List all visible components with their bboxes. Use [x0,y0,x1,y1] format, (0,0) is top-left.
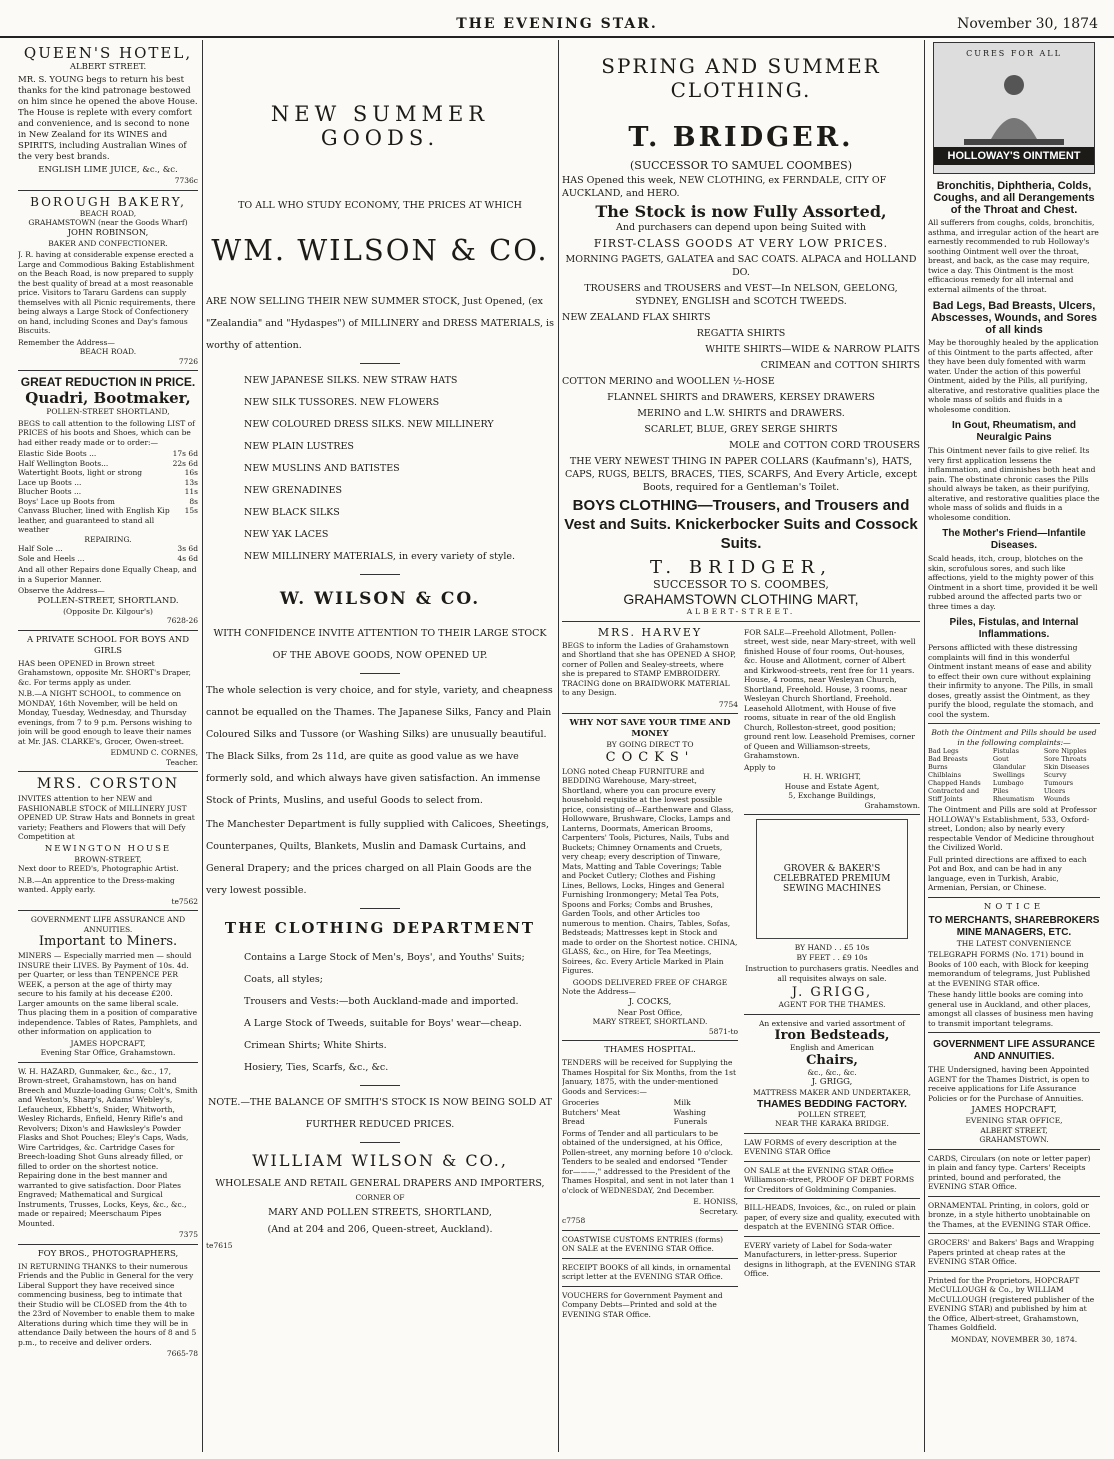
divider [928,1196,1100,1197]
cocks-address: MARY STREET, SHORTLAND. [592,1017,708,1026]
divider [928,1032,1100,1033]
goods-item: NEW MUSLINS AND BATISTES [244,463,400,474]
complaint: Glandular [992,763,1026,771]
ad-code: 7375 [178,1230,198,1239]
divider [562,1286,738,1287]
complaint: Sore Nipples [1043,747,1087,755]
divider [928,1233,1100,1234]
divider [360,908,400,909]
hospital-good: Washing [673,1107,706,1117]
complaint: Fistulas [992,747,1019,755]
miners-title: Important to Miners. [38,934,178,949]
bridger-firm-name: T. BRIDGER. [628,122,854,153]
divider [18,1062,198,1063]
ad-code: te7562 [171,896,198,906]
price-value: 11s [184,487,198,496]
gov-life-signature: JAMES HOPCRAFT, [971,1105,1057,1115]
clothing-item: Hosiery, Ties, Scarfs, &c., &c. [244,1062,389,1073]
divider [928,1271,1100,1272]
bakery-name: JOHN ROBINSON, [67,227,149,238]
smith-note: NOTE.—THE BALANCE OF SMITH'S STOCK IS NOW BEING SOLD AT FURTHER REDUCED PRICES. [208,1097,552,1130]
repair-list [18,544,198,563]
billheads-ad: BILL-HEADS, Invoices, &c., on ruled or plain paper, of every size and quality, executed with despatch at the EVENING STAR Office. [744,1203,920,1231]
bakery-location: GRAHAMSTOWN (near the Goods Wharf) [28,218,188,227]
price-item: Watertight Boots, light or strong [18,468,143,477]
corston-street: BROWN-STREET, [74,854,142,864]
miners-signature: JAMES HOPCRAFT, [70,1038,146,1048]
divider [360,363,400,364]
grocers-ad: GROCERS' and Bakers' Bags and Wrapping Papers printed at cheap rates at the EVENING STAR Office. [928,1238,1095,1266]
hospital-good: Butchers' Meat [562,1107,621,1117]
complaint: Scurvy [1043,771,1067,779]
miners-office: Evening Star Office, Grahamstown. [40,1048,176,1057]
cocks-note: Note the Address— [562,987,636,996]
ornamental-ad: ORNAMENTAL Printing, in colors, gold or bronze, in a style hitherto unobtainable on the Thames, at the EVENING STAR Office. [928,1200,1091,1229]
complaint: Lumbago [992,779,1024,787]
gov-life-title: GOVERNMENT LIFE ASSURANCE AND ANNUITIES. [933,1039,1095,1062]
notice-body: TELEGRAPH FORMS (No. 171) bound in Books of 100 each, with Block for keeping memorandum of telegrams, Just Published at the EVENING STAR office. [928,950,1091,988]
divider [18,771,198,772]
clothing-dept-title: THE CLOTHING DEPARTMENT [224,919,536,937]
bridger-line: NEW ZEALAND FLAX SHIRTS [562,312,711,323]
wilson-firm-name-2: W. WILSON & CO. [279,589,481,609]
ad-code: te7615 [206,1240,233,1250]
reduction-title: GREAT REDUCTION IN PRICE. [20,375,196,389]
complaint: Gout [992,755,1009,763]
bridger-successor: (SUCCESSOR TO SAMUEL COOMBES) [630,159,852,172]
repair-row [18,554,198,564]
column-3-split [562,626,920,1322]
cocks-near: Near Post Office, [617,1007,683,1017]
sale-apply: Apply to [744,762,776,772]
gov-life-body: THE Undersigned, having been Appointed AGENT for the Thames District, is open to receive applications for Life Assurance Policies or for the Purchase of Annuities. [928,1065,1090,1103]
column-rule [202,40,203,1452]
divider [928,1149,1100,1150]
goods-item: NEW GRENADINES [244,485,343,496]
price-item: Sole and Heels ... [18,553,85,563]
holloway-ribbon: CURES FOR ALL [966,49,1062,58]
goods-item: NEW COLOURED DRESS SILKS. NEW MILLINERY [244,419,494,430]
sewing-machine-engraving [756,819,908,939]
hospital-body-2: Forms of Tender and all particulars to be obtained of the undersigned, at his Office, Pollen-street, any morning before 10 o'clock. Tenders to be sealed and endorsed "Tender for———," addressed to the President of the Thames Hospital, and sent in not later than 1 o'clock of WEDNESDAY, 2nd December. [562,1128,735,1195]
imprint-date: MONDAY, NOVEMBER 30, 1874. [950,1334,1078,1344]
ad-code: 7628-26 [166,616,198,625]
extensive-text: An extensive and varied assortment of [758,1018,906,1028]
miners-body: MINERS — Especially married men — should INSURE their LIVES. By Payment of 10s. 4d. per Quarter, or less than TENPENCE PER WEEK, a person at the age of thirty may secure to his family at his decease £200. Larger amounts on the same liberal scale. Thus placing them in a position of comparative independence. Tables of Rates, Pamphlets, and other information on application to [18,951,198,1036]
complaints-row [928,787,1100,795]
albert-street: ALBERT-STREET. [686,607,796,616]
school-title: A PRIVATE SCHOOL FOR BOYS AND GIRLS [26,634,190,656]
complaints-row [928,771,1100,779]
divider [18,1244,198,1245]
divider [562,1230,738,1231]
quadri-note: And all other Repairs done Equally Cheap, and in a Superior Manner. [18,565,197,584]
holloway-b4: Scald heads, itch, croup, blotches on the skin, scrofulous sores, and such like affections, yield to the mighty power of this Ointment in a short time, provided it be well rubbed around the affected parts two or three times a day. [928,554,1098,611]
selection-body: The whole selection is very choice, and for style, variety, and cheapness cannot be equalled on the Thames. The Japanese Silks, Fancy and Plain Coloured Silks and Tussore (or Washing Silks) are unusually beautiful. The Black Silks, from 2s 11d, are quite as good value as we have formerly sold, and which always have given satisfaction. An immense Stock of Prints, Muslins, and useful Goods to select from. [206,685,553,806]
column-rule [924,40,925,1452]
chairs-text: Chairs, [806,1052,858,1068]
spring-clothing-headline: SPRING AND SUMMER CLOTHING. [601,54,881,102]
quadri-street: POLLEN-STREET SHORTLAND, [46,407,170,416]
complaint: Rheumatism [992,795,1035,803]
masthead [0,0,1114,38]
column-3 [562,40,920,1452]
notice-latest: THE LATEST CONVENIENCE [956,938,1072,948]
bridger-line: SCARLET, BLUE, GREY SERGE SHIRTS [644,424,838,435]
holloway-b1: All sufferers from coughs, colds, bronchitis, asthma, and irregular action of the heart are earnestly recommended to rub Holloway's soothing Ointment well over the throat, breast, and back, as the case may require, twice a day. This Ointment is the most efficacious remedy for all internal and external ailments of the throat. [928,218,1099,294]
labels-ad: EVERY variety of Label for Soda-water Manufacturers, in letter-press. Superior designs in lithograph, at the EVENING STAR Office. [744,1240,916,1278]
hospital-body: TENDERS will be received for Supplying the Thames Hospital for Six Months, from the 1st January, 1875, with the under-mentioned Goods and Services:— [562,1058,737,1096]
sewing-machine-label: GROVER & BAKER'S CELEBRATED PREMIUM SEWING MACHINES [773,864,891,894]
hospital-good: Bread [562,1117,585,1126]
complaint: Stiff Joints [928,795,963,803]
divider [360,1085,400,1086]
divider [744,1236,920,1237]
clothing-list [206,947,554,1079]
column-rule [558,40,559,1452]
holloway-sold: The Ointment and Pills are sold at Professor HOLLOWAY's Establishment, 533, Oxford-street, London; also by nearly every respectable Vendor of Medicine throughout the Civilized World. [928,805,1097,852]
column-4 [928,40,1100,1452]
goods-item: NEW PLAIN LUSTRES [244,441,354,452]
issue-date: November 30, 1874 [957,16,1098,32]
grigg-name: J. GRIGG, [791,985,873,1000]
sale-address: 5, Exchange Buildings, [788,791,876,800]
bakery-address: BEACH ROAD. [79,347,137,356]
customs-ad: COASTWISE CUSTOMS ENTRIES (forms) ON SALE at the EVENING STAR Office. [562,1234,723,1253]
complaints-row [928,795,1100,803]
holloway-printed: Full printed directions are affixed to each Pot and Box, and can be had in any language, even in Turkish, Arabic, Armenian, Persian, or Chinese. [928,854,1087,892]
bridger-lines [562,253,920,452]
wilson-firm-name-3: WILLIAM WILSON & CO., [252,1151,508,1170]
holloway-both: Both the Ointment and Pills should be used in the following complaints:— [931,728,1097,747]
cocks-question: WHY NOT SAVE YOUR TIME AND MONEY [569,718,731,739]
bakery-trade: BAKER AND CONFECTIONER. [48,238,168,248]
imprint: Printed for the Proprietors, HOPCRAFT McCULLOUGH & Co., by WILLIAM McCULLOUGH (registered publisher of the EVENING STAR) and published by him at the Office, Albert-street, Grahamstown, Thames Goldfield. [928,1275,1095,1332]
clothing-mart: GRAHAMSTOWN CLOTHING MART, [623,591,859,607]
newspaper-title: THE EVENING STAR. [456,16,658,32]
wilson-firm-name: WM. WILSON & CO. [211,233,549,267]
clothing-item: Contains a Large Stock of Men's, Boys', and Youths' Suits; Coats, all styles; [244,952,525,985]
divider [928,723,1100,724]
complaints-row [928,747,1100,755]
etc-text: &c., &c., &c. [807,1067,857,1077]
clothing-item: Trousers and Vests:—both Auckland-made and imported. [244,996,519,1007]
column-2 [206,40,554,1452]
cocks-body: LONG noted Cheap FURNITURE and BEDDING Warehouse, Mary-street, Shortland, where you can procure every household requisite at the lowest possible price, consisting of—Earthenware and Glass, Hollowware, Brushware, Clocks, Lamps and Lanterns, Doormats, American Brooms, Carpenters' Tools, Pictures, Nails, Tubs and Buckets; Chimney Ornaments and Cruets, very cheap; every description of Tinware, Mats, Matting and Table Coverings; Table and Pocket Cutlery; Clothes and Fishing Lines, Bellows, Locks, Hinges and General Furnishing Ironmongery; Metal Tea Pots, Spoons and Forks; Combs and Brushes, Garden Tools, and other Articles too numerous to mention. Chairs, Tables, Sofas, Bedsteads; Mattresses kept in Stock and made to order on the Shortest notice. CHINA, GLASS, &c., on Hire, for Tea Meetings, Soirees, &c. Every Article Marked in Plain Figures. [562,766,738,975]
cards-ad: CARDS, Circulars (on note or letter paper) in plain and fancy type. Carters' Receipts printed, bound and perforated, the EVENING STAR Office. [928,1153,1091,1191]
complaints-row [928,763,1100,771]
quadri-opposite: (Opposite Dr. Kilgour's) [63,606,153,616]
gov-life-title: GOVERNMENT LIFE ASSURANCE AND ANNUITIES. [30,915,186,934]
cocks-name: COCKS' [605,749,695,765]
price-item: Half Sole ... [18,544,63,553]
price-row [18,468,198,478]
divider [562,1258,738,1259]
holloway-engraving [933,42,1095,174]
instruction-text: Instruction to purchasers gratis. Needles and all requisites always on sale. [745,964,919,983]
holloway-h4: The Mother's Friend—Infantile Diseases. [942,528,1086,551]
school-nb: N.B.—A NIGHT SCHOOL, to commence on MONDAY, 16th November, will be held on Monday, Tuesday, Wednesday, and Thursday evenings, from 7 to 9 p.m. Persons wishing to join will be good enough to leave their names at Mr. JAS. CLARKE's, Grocer, Owen-street. [18,689,192,746]
bedding-factory: THAMES BEDDING FACTORY. [757,1097,907,1110]
bridger-firm-name-2: T. BRIDGER, [650,557,832,578]
goods-list [206,370,554,568]
holloway-b3: This Ointment never fails to give relief. Its very first application lessens the inflammation, and diminishes both heat and pain. The obstinate chronic cases the Pills should always be taken, as their purifying, alterative, and restorative qualities place the whole mass of solids and fluids in a wholesome condition. [928,446,1100,522]
complaint: Sore Throats [1043,755,1087,763]
quadri-body: BEGS to call attention to the following LIST of PRICES of his boots and Shoes, which can be had either ready made or to order:— [18,418,195,447]
hospital-good: Milk [673,1098,691,1107]
complaint: Bad Breasts [928,755,968,763]
bridger-boys: BOYS CLOTHING—Trousers, and Trousers and Vest and Suits. Knickerbocker Suits and Cossock Suits. [564,497,918,552]
price-by-hand: BY HAND . . £5 10s [794,943,870,952]
hospital-goods-row [562,1108,738,1118]
corston-nb: N.B.—An apprentice to the Dress-making wanted. Apply early. [18,875,175,894]
holloway-h5: Piles, Fistulas, and Internal Inflammations. [949,617,1079,640]
divider [18,370,198,371]
sale-town: Grahamstown. [864,800,920,810]
hotel-title: QUEEN'S HOTEL, [23,44,193,62]
notice-to: TO MERCHANTS, SHAREBROKERS MINE MANAGERS, ETC. [928,914,1100,938]
law-forms-ad: LAW FORMS of every description at the EVENING STAR Office [744,1137,897,1156]
goods-item: NEW MILLINERY MATERIALS, in every variety of style. [244,551,516,562]
complaint: Chapped Hands [928,779,981,787]
divider [18,630,198,631]
foy-title: FOY BROS., PHOTOGRAPHERS, [37,1248,179,1259]
price-row [18,459,198,469]
bakery-title: BOROUGH BAKERY, [30,194,186,209]
bridger-collars: THE VERY NEWEST THING IN PAPER COLLARS (Kaufmann's), HATS, CAPS, RUGS, BELTS, BRACES, TIES, SCARFS, And Every Article, except Boots, required for a Gentleman's Toilet. [565,456,917,493]
price-value: 16s [184,468,198,477]
price-list [18,449,198,535]
confidence-text: WITH CONFIDENCE INVITE ATTENTION TO THEIR LARGE STOCK OF THE ABOVE GOODS, NOW OPENED UP. [213,628,547,661]
hazard-body: W. H. HAZARD, Gunmaker, &c., &c., 17, Brown-street, Grahamstown, has on hand Breech and Muzzle-loading Guns; Colt's, Smith and Weston's, Sharp's, Adams' Webley's, Lefaucheux, Ebbett's, Snider, Whitworth, Wesley Richards, Enfield, Henry Rifle's and Revolvers; Dixon's and Hawksley's Powder Flasks and Shot Pouches; Eley's Caps, Wads, Wire Cartridges, &c. Cartridge Cases for Breech-loading Shot Guns already filled, or filled to order on the shortest notice. Repairing done in the best manner and warranted to give satisfaction. Door Plates Engraved; Mathematical and Surgical Instruments, Trusses, Locks, Keys, &c., &c., made or repaired; Meerschaum Pipes Mounted. [18,1066,198,1228]
summer-goods-headline: NEW SUMMER GOODS. [270,102,490,150]
gov-life-office: EVENING STAR OFFICE, [965,1116,1063,1125]
cocks-signature: J. COCKS, [628,996,672,1007]
hospital-goods [562,1098,738,1127]
bridger-line: WHITE SHIRTS—WIDE & NARROW PLAITS [705,344,920,355]
divider [562,1040,738,1041]
bridger-successor-2: SUCCESSOR TO S. COOMBES, [653,578,829,591]
divider [360,673,400,674]
divider [18,910,198,911]
bridger-firstclass: FIRST-CLASS GOODS AT VERY LOW PRICES. [593,237,889,250]
price-item: Canvass Blucher, lined with English Kip leather, and guaranteed to stand all weather [18,506,170,534]
complaint: Tumours [1043,779,1074,787]
hospital-role: Secretary. [699,1206,738,1216]
divider [744,814,920,815]
bakery-road: BEACH ROAD, [79,208,137,218]
sale-signature: H. H. WRIGHT, [803,772,861,781]
hotel-street: ALBERT STREET. [69,62,147,72]
price-item: Elastic Side Boots ... [18,449,97,458]
streets-text: MARY AND POLLEN STREETS, SHORTLAND, [268,1206,492,1218]
divider [360,1142,400,1143]
hotel-footer: ENGLISH LIME JUICE, &c., &c. [38,165,178,175]
divider [18,190,198,191]
quadri-address: POLLEN-STREET, SHORTLAND. [37,595,179,606]
vouchers-ad: VOUCHERS for Government Payment and Company Debts—Printed and sold at the EVENING STAR Office. [562,1290,723,1319]
price-value: 3s 6d [177,544,198,553]
hospital-signature: E. HONISS, [693,1197,738,1206]
auckland-text: (And at 204 and 206, Queen-street, Auckland). [267,1223,493,1235]
price-item: Boys' Lace up Boots from [18,496,115,506]
complaint: Bad Legs [928,747,959,755]
school-body: HAS been OPENED in Brown street Grahamstown, opposite Mr. SHORT's Draper, &c. For terms apply as under. [18,658,191,687]
bridger-line: REGATTA SHIRTS [696,328,786,339]
manchester-body: The Manchester Department is fully supplied with Calicoes, Sheetings, Counterpanes, Quilts, Blankets, Muslin and Damask Curtains, and General Drapery; and the prices charged on all Plain Goods are the very lowest possible. [206,819,549,896]
holloway-b2: May be thoroughly healed by the application of this Ointment to the parts affected, after they have been duly fomented with warm water. Under the action of this powerful Ointment, aided by the Pills, all purifying, alterative, and restorative qualities place the whole mass of solids and fluids in a wholesome condition. [928,338,1100,414]
quadri-title: Quadri, Bootmaker, [25,389,191,407]
clothing-item: A Large Stock of Tweeds, suitable for Boys' wear—cheap. [244,1018,522,1029]
cocks-goods: GOODS DELIVERED FREE OF CHARGE [572,977,728,987]
corner-of: CORNER OF [355,1193,405,1202]
bridger-line: CRIMEAN and COTTON SHIRTS [760,360,920,371]
grigg-name-2: J. GRIGG, [811,1077,853,1087]
complaint: Swellings [992,771,1025,779]
divider [744,1161,920,1162]
divider [562,713,738,714]
ad-code: 7665-78 [166,1349,198,1358]
complaint: Piles [992,787,1009,795]
ad-code: 7754 [718,699,738,709]
ad-code: 7726 [178,356,198,366]
bridger-line: TROUSERS and TROUSERS and VEST—In NELSON, GEELONG, SYDNEY, ENGLISH and SCOTCH TWEEDS. [584,283,898,307]
notice-body-2: These handy little books are coming into general use in Auckland, and other places, amongst all classes of business men having to transmit important telegrams. [928,990,1094,1028]
complaint: Burns [928,763,948,771]
ad-code: c7758 [562,1216,586,1225]
hospital-good: Groceries [562,1098,600,1107]
karaka-bridge: NEAR THE KARAKA BRIDGE. [775,1119,889,1128]
price-item: Blucher Boots ... [18,487,82,496]
hospital-goods-row [562,1098,738,1108]
holloway-h1: Bronchitis, Diphtheria, Colds, Coughs, and all Derangements of the Throat and Chest. [933,180,1095,216]
bridger-line: COTTON MERINO and WOOLLEN ½-HOSE [562,376,775,387]
gov-life-town: GRAHAMSTOWN. [979,1135,1049,1144]
price-row [18,449,198,459]
divider [744,1198,920,1199]
corston-house: NEWINGTON HOUSE [44,843,172,854]
complaint: Contracted and [928,787,980,795]
repair-row [18,544,198,554]
divider [928,897,1100,898]
complaint: Chilblains [928,771,962,779]
bridger-purchasers: And purchasers can depend upon being Suited with [616,222,866,233]
price-row [18,487,198,497]
price-by-feet: BY FEET . . £9 10s [796,952,868,962]
price-item: Lace up Boots ... [18,477,82,487]
mattress-maker: MATTRESS MAKER AND UNDERTAKER, [752,1088,912,1097]
economy-intro: TO ALL WHO STUDY ECONOMY, THE PRICES AT WHICH [238,200,522,211]
holloway-b5: Persons afflicted with these distressing complaints will find in this wonderful Ointment instant means of ease and ability to effect their own cure without explaining their infirmity to anyone. The Pills, in small doses, greatly assist the Ointment, as they purify the blood, regulate the stomach, and cool the system. [928,643,1094,719]
clothing-item: Crimean Shirts; White Shirts. [244,1040,387,1051]
bakery-remember: Remember the Address— [18,337,115,347]
bridger-line: MOLE and COTTON CORD TROUSERS [729,440,920,451]
price-value: 15s [184,506,198,515]
price-value: 22s 6d [172,458,198,468]
goods-item: NEW JAPANESE SILKS. NEW STRAW HATS [244,375,458,386]
complaint: Skin Diseases [1043,763,1090,771]
holloway-brand: HOLLOWAY'S OINTMENT [934,147,1094,165]
divider [562,621,920,622]
divider [744,1014,920,1015]
bakery-body: J. R. having at considerable expense erected a Large and Commodious Baking Establishment on the Beach Road, is now prepared to supply the best quality of bread at a most reasonable price. Visitors to Tararu Gardens can supply themselves with all Picnic requirements, there being always a Large Stock of Confectionery on hand, including Scones and Day's famous Biscuits. [18,250,196,335]
column-3-left [562,626,738,1322]
gov-life-street: ALBERT STREET, [980,1125,1048,1135]
price-value: 17s 6d [172,449,198,458]
corston-body: INVITES attention to her NEW and FASHIONABLE STOCK of MILLINERY JUST OPENED UP. Straw Hats and Bonnets in great variety; Feathers and Flowers that will Defy Competition at [18,794,195,841]
hospital-goods-row [562,1117,738,1127]
bridger-stock: The Stock is now Fully Assorted, [595,202,887,221]
cocks-by: BY GOING DIRECT TO [606,740,694,749]
complaints-row [928,755,1100,763]
ad-code: 5871-to [708,1026,738,1036]
pollen-street: POLLEN STREET, [797,1109,867,1119]
grigg-agent: AGENT FOR THE THAMES. [778,1000,886,1009]
price-value: 8s [189,496,198,506]
school-signature: EDMUND C. CORNES, [110,748,198,757]
price-value: 4s 6d [177,553,198,563]
bridger-line: MORNING PAGETS, GALATEA and SAC COATS. ALPACA and HOLLAND DO. [565,254,917,278]
corston-title: MRS. CORSTON [36,776,180,792]
wilson-intro-body: ARE NOW SELLING THEIR NEW SUMMER STOCK, Just Opened, (ex "Zealandia" and "Hydaspes") of MILLINERY and DRESS MATERIALS, is worthy of attention. [206,296,554,351]
hospital-title: THAMES HOSPITAL. [604,1045,696,1055]
holloway-h3: In Gout, Rheumatism, and Neuralgic Pains [952,420,1076,443]
repairing-title: REPAIRING. [84,534,132,544]
english-american: English and American [790,1043,874,1052]
bridger-line: MERINO and L.W. SHIRTS and DRAWERS. [637,408,845,419]
price-row [18,506,198,535]
harvey-body: BEGS to inform the Ladies of Grahamstown and Shortland that she has OPENED A SHOP, corner of Pollen and Sealey-streets, where she is prepared to STAMP EMBROIDERY. TRACING done on BRAIDWORK MATERIAL to any Design. [562,640,736,697]
goods-item: NEW YAK LACES [244,529,329,540]
goods-item: NEW BLACK SILKS [244,507,340,518]
complaint: Wounds [1043,795,1070,803]
complaints-row [928,779,1100,787]
divider [360,574,400,575]
foy-body: IN RETURNING THANKS to their numerous Friends and the Public in General for the very Liberal Support they have received since commencing business, beg to intimate that their Studio will be CLOSED from the 4th to the 23rd of November to enable them to make Alterations during which time they will be in attendance Daily between the hours of 8 and 5 p.m., to receive and deliver orders. [18,1261,197,1347]
ad-code: 7736c [174,176,198,185]
holloway-h2: Bad Legs, Bad Breasts, Ulcers, Abscesses, Wounds, and Sores of all kinds [930,300,1098,336]
price-item: Half Wellington Boots... [18,458,109,468]
corston-next: Next door to REED's, Photographic Artist. [18,864,179,873]
iron-bedsteads: Iron Bedsteads, [774,1028,890,1043]
bridger-opened: HAS Opened this week, NEW CLOTHING, ex FERNDALE, CITY OF AUCKLAND, and HERO. [562,175,887,199]
price-row [18,497,198,507]
column-1 [18,40,198,1452]
complaint: Ulcers [1043,787,1066,795]
deeds-ad: ON SALE at the EVENING STAR Office Williamson-street, PROOF OF DEBT FORMS for Creditors of Goldmining Companies. [744,1165,915,1194]
notice-title: NOTICE [983,901,1045,912]
goods-item: NEW SILK TUSSORES. NEW FLOWERS [244,397,440,408]
hotel-body: MR. S. YOUNG begs to return his best thanks for the kind patronage bestowed on him since he opened the above House. The House is replete with every comfort and convenience, and is second to none in New Zealand for its WINES and SPIRITS, including Australian Wines of the very best brands. [18,75,198,162]
column-3-right [744,626,920,1322]
sale-body: FOR SALE—Freehold Allotment, Pollen-street, west side, near Mary-street, with well finished House of four rooms, Out-houses, &c. House and Allotment, corner of Albert and Kirkwood-streets, rent free for 11 years. House, 4 rooms, near Wesleyan Church, Shortland, Freehold. House, 3 rooms, near Wesleyan Church Shortland, Freehold. Leasehold Allotment, with House of five rooms, situate in rear of the old English Church, Rolleston-street, good position; ground rent low. Leasehold Premises, corner of Queen and Williamson-streets, Grahamstown. [744,627,916,760]
quadri-observe: Observe the Address— [18,586,105,595]
wholesale-text: WHOLESALE AND RETAIL GENERAL DRAPERS AND IMPORTERS, [215,1178,545,1189]
price-value: 13s [184,477,198,487]
school-role: Teacher. [166,757,198,767]
complaints-table [928,747,1100,803]
hospital-good: Funerals [673,1117,708,1126]
bridger-line: FLANNEL SHIRTS and DRAWERS, KERSEY DRAWERS [607,392,875,403]
receipt-ad: RECEIPT BOOKS of all kinds, in ornamental script letter at the EVENING STAR Office. [562,1262,731,1281]
divider [744,1133,920,1134]
price-row [18,478,198,488]
harvey-title: MRS. HARVEY [597,625,703,639]
sale-agent: House and Estate Agent, [784,781,880,791]
